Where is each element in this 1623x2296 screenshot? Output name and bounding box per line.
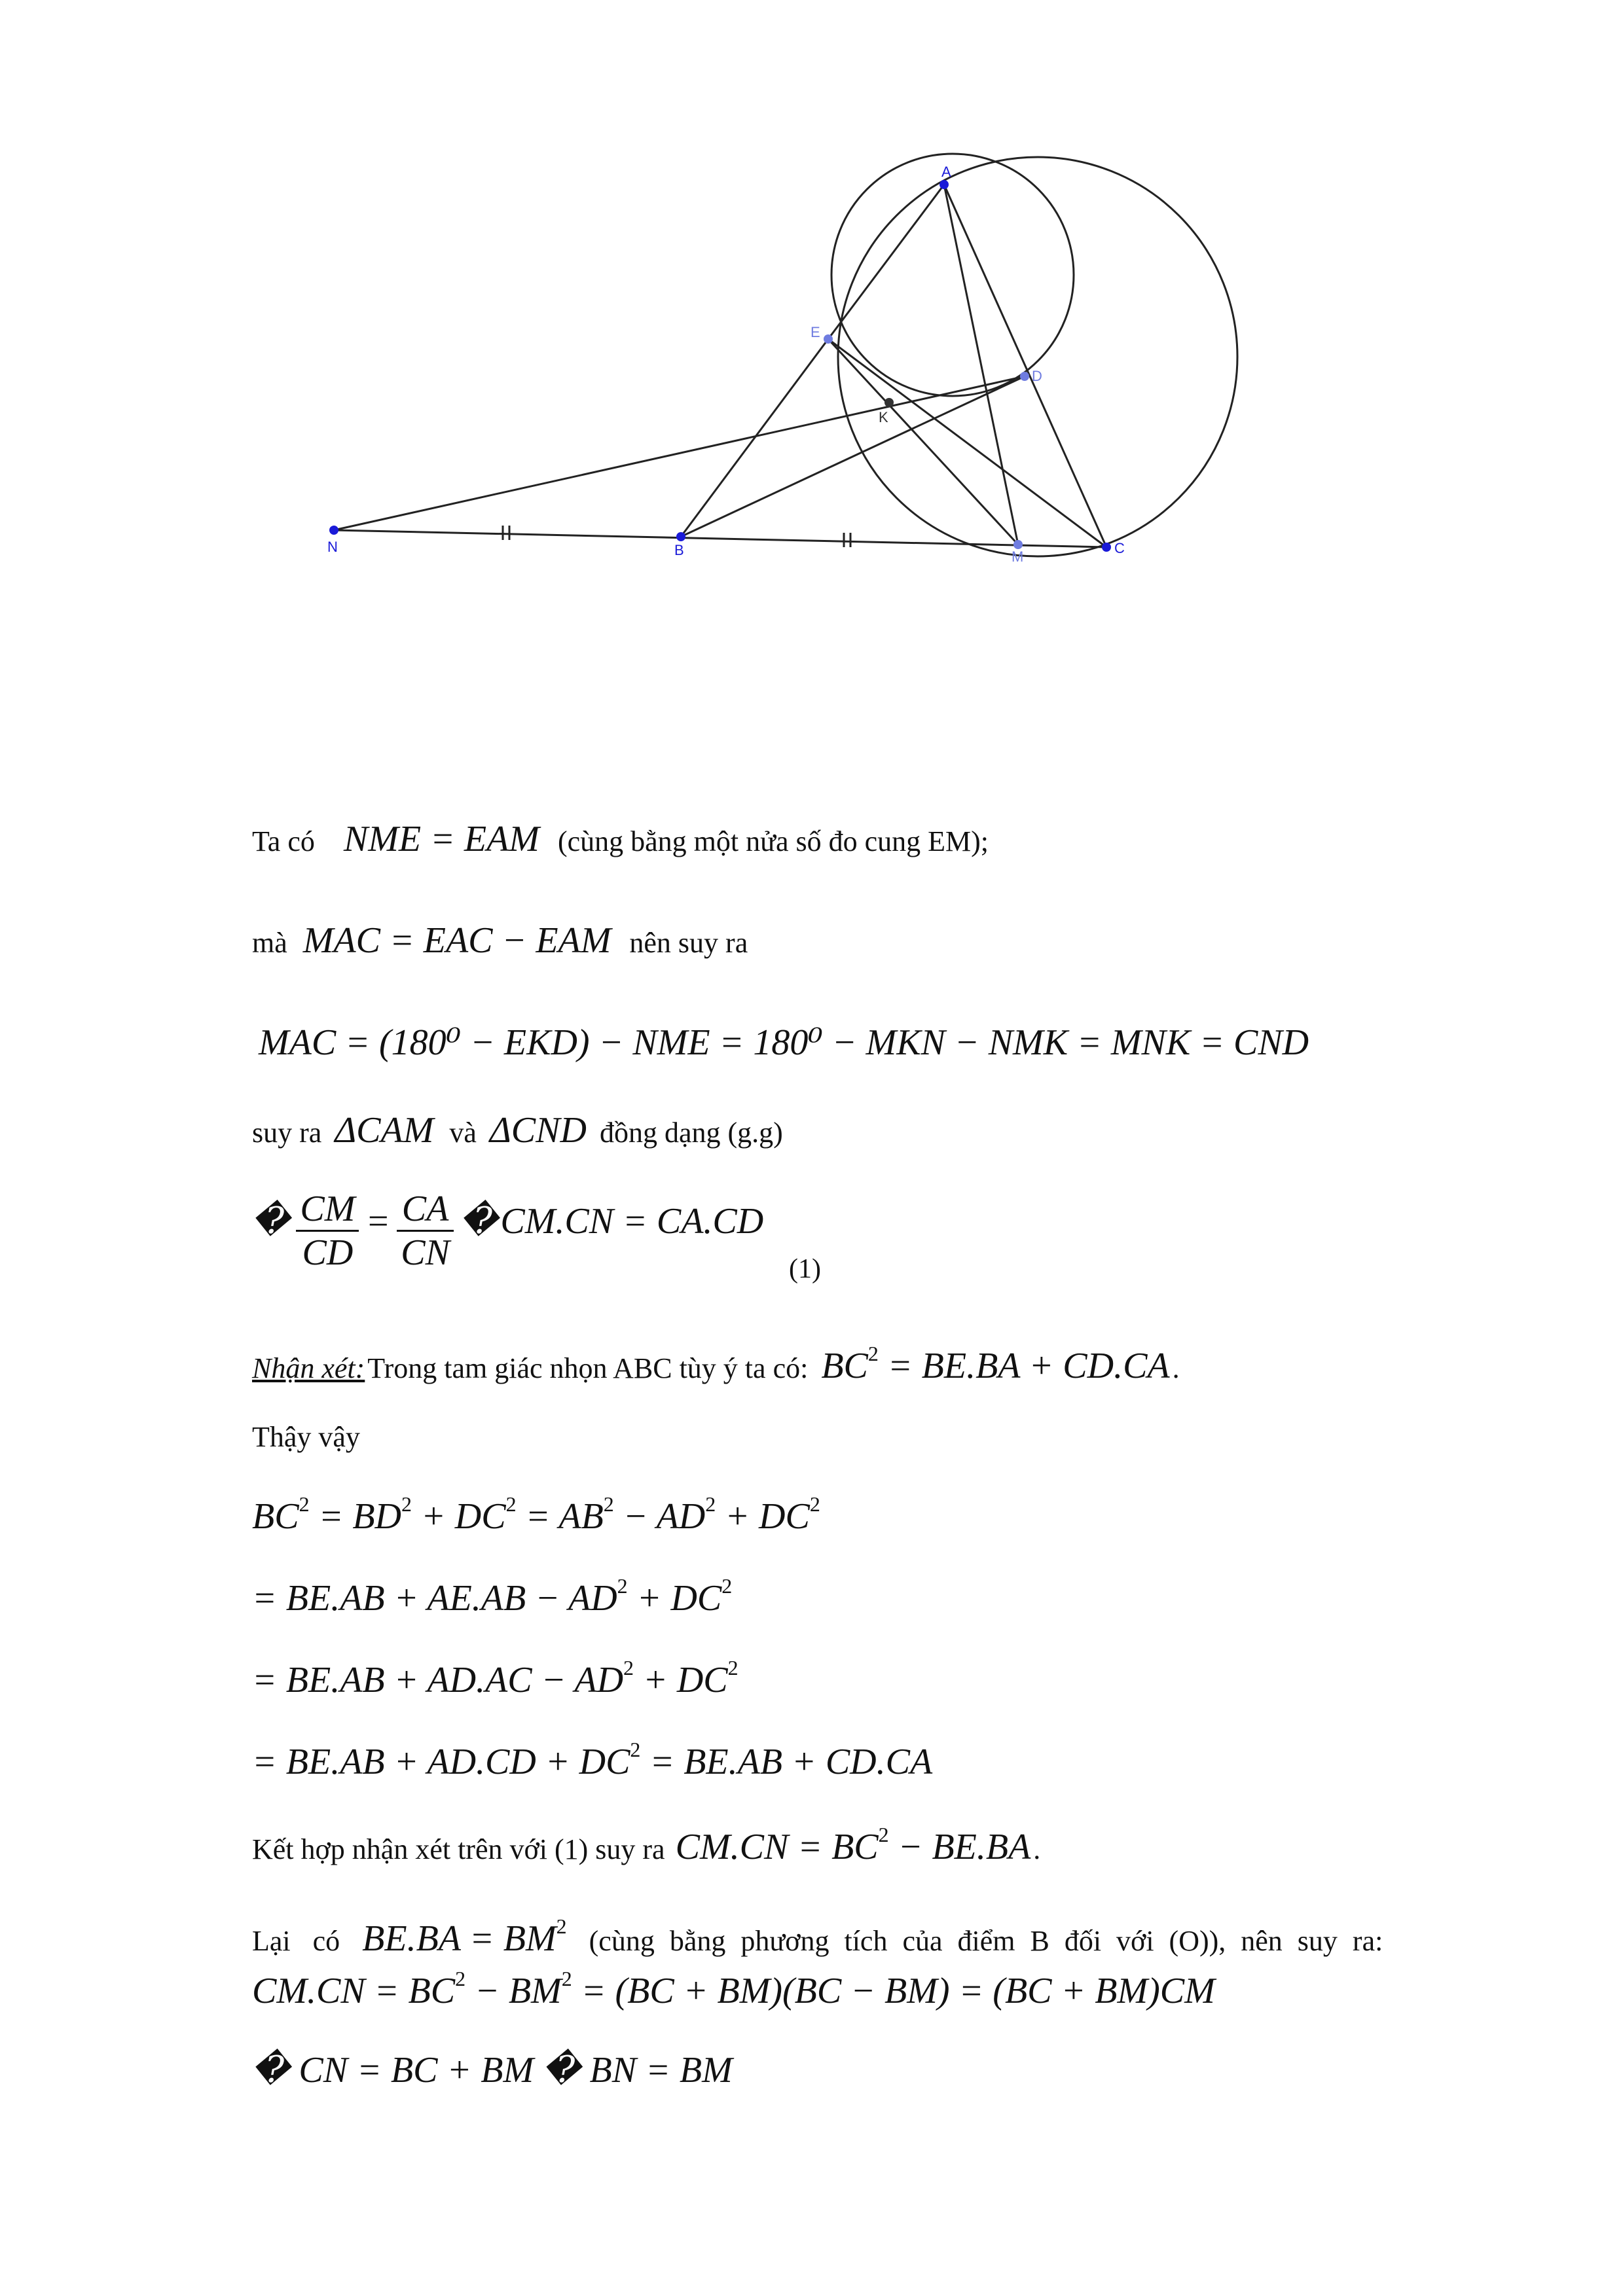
l14-a: CM.CN = BC: [252, 1971, 456, 2011]
l2-prefix: mà: [252, 927, 287, 959]
line-ac: [944, 185, 1106, 547]
l5-sym1: �: [252, 1201, 290, 1242]
line-4: [252, 1109, 783, 1151]
l14-c: = (BC + BM)(BC − BM) = (BC + BM)CM: [581, 1971, 1215, 2011]
l5-frac2: [397, 1188, 454, 1274]
sup: 2: [721, 1574, 733, 1598]
label-a: A: [941, 164, 951, 180]
l4-m2: ΔCND: [489, 1110, 587, 1151]
l6-math-sup: 2: [867, 1342, 879, 1365]
label-e: E: [811, 324, 820, 340]
l6-note: Nhận xét:: [252, 1352, 365, 1384]
geometry-figure: [0, 0, 1623, 753]
l4-suffix: đồng dạng (g.g): [599, 1117, 783, 1149]
l5-den1: CD: [302, 1232, 354, 1273]
l2-math: MAC = EAC − EAM: [302, 920, 611, 961]
sup: 2: [623, 1656, 634, 1679]
label-c: C: [1114, 540, 1125, 556]
l12-end: .: [1033, 1833, 1041, 1865]
line-14: [252, 1967, 1215, 2012]
sup: 2: [809, 1492, 820, 1516]
l15-a: CN = BC + BM: [299, 2050, 534, 2090]
l5-num1: CM: [296, 1188, 359, 1232]
sup: 2: [617, 1574, 628, 1598]
eq-number-1: (1): [789, 1254, 821, 1284]
sup: 2: [561, 1967, 572, 1990]
l6-end: .: [1172, 1352, 1180, 1384]
l14-b: − BM: [475, 1971, 562, 2011]
line-6: [252, 1342, 1180, 1387]
line-8: [252, 1492, 820, 1537]
point-n: [329, 526, 338, 535]
label-b: B: [674, 542, 684, 558]
l8-a: BC: [252, 1496, 299, 1537]
point-b: [676, 532, 685, 541]
l8-f: + DC: [725, 1496, 810, 1537]
l5-num2: CA: [397, 1188, 454, 1232]
l10-a: = BE.AB + AD.AC − AD: [252, 1660, 624, 1700]
l5-frac1: [296, 1188, 359, 1274]
line-9: [252, 1574, 732, 1619]
l15-sym2: �: [543, 2050, 581, 2090]
l15-b: BN = BM: [589, 2050, 733, 2090]
l13-a: Lại: [252, 1925, 291, 1957]
sup: 2: [455, 1967, 466, 1990]
l9-a: = BE.AB + AE.AB − AD: [252, 1578, 617, 1619]
l3-math: MAC = (180⁰ − EKD) − NME = 180⁰ − MKN − NMK = MNK = CND: [259, 1022, 1309, 1063]
l6-text: Trong tam giác nhọn ABC tùy ý ta có:: [367, 1352, 809, 1384]
l6-math-a: BC: [821, 1346, 868, 1386]
l4-prefix: suy ra: [252, 1117, 322, 1149]
line-12: [252, 1823, 1040, 1868]
sup: 2: [505, 1492, 517, 1516]
l13-m1: BE.BA = BM: [362, 1918, 556, 1959]
sup: 2: [603, 1492, 614, 1516]
sup: 2: [299, 1492, 310, 1516]
sup: 2: [556, 1914, 567, 1938]
line-5: [252, 1188, 763, 1274]
l2-suffix: nên suy ra: [629, 927, 748, 959]
point-m: [1013, 540, 1023, 549]
line-7: Thậy vậy: [252, 1421, 360, 1453]
sup: 2: [727, 1656, 739, 1679]
point-d: [1020, 372, 1029, 381]
l5-sym2: �: [460, 1201, 498, 1242]
line-11: [252, 1738, 932, 1783]
l10-b: + DC: [643, 1660, 728, 1700]
line-ea: [828, 185, 944, 339]
label-k: K: [879, 409, 888, 425]
line-be: [681, 339, 828, 537]
l12-text: Kết hợp nhận xét trên với (1) suy ra: [252, 1833, 665, 1865]
line-nc: [334, 530, 1106, 547]
point-k: [884, 398, 894, 407]
l8-b: = BD: [318, 1496, 401, 1537]
point-e: [824, 334, 833, 344]
sup: 2: [630, 1738, 641, 1761]
line-ec: [828, 339, 1106, 547]
l4-m1: ΔCAM: [335, 1110, 434, 1151]
label-n: N: [327, 539, 338, 555]
l11-a: = BE.AB + AD.CD + DC: [252, 1742, 630, 1782]
line-10: [252, 1656, 739, 1701]
l5-eq: =: [365, 1201, 391, 1242]
circle-aed: [831, 154, 1074, 396]
label-d: D: [1032, 368, 1042, 384]
l5-rest: CM.CN = CA.CD: [500, 1201, 764, 1242]
line-bd: [681, 376, 1025, 537]
line-am: [944, 185, 1018, 545]
l8-d: = AB: [525, 1496, 604, 1537]
l4-mid: và: [449, 1117, 477, 1149]
l5-den2: CN: [401, 1232, 450, 1273]
sup: 2: [705, 1492, 716, 1516]
l9-b: + DC: [636, 1578, 722, 1619]
sup: 2: [401, 1492, 412, 1516]
l13-text: (cùng bằng phương tích của điểm B đối với (O)), nên suy ra:: [589, 1925, 1383, 1957]
line-15: [252, 2049, 733, 2091]
l8-c: + DC: [421, 1496, 506, 1537]
line-2: [252, 920, 748, 961]
l1-suffix: (cùng bằng một nửa số đo cung EM);: [557, 825, 989, 857]
point-a: [939, 180, 949, 189]
l6-math-b: = BE.BA + CD.CA: [887, 1346, 1170, 1386]
l12-a: CM.CN = BC: [675, 1827, 879, 1867]
l13-b: có: [312, 1925, 340, 1957]
line-nd: [334, 376, 1025, 530]
l12-b: − BE.BA: [898, 1827, 1031, 1867]
l1-prefix: Ta có: [252, 825, 315, 857]
line-13: [252, 1914, 1383, 1960]
point-c: [1102, 543, 1111, 552]
label-m: M: [1012, 548, 1024, 565]
l15-sym1: �: [252, 2050, 290, 2090]
l8-e: − AD: [623, 1496, 706, 1537]
l1-math: NME = EAM: [343, 819, 539, 859]
line-1: [252, 818, 989, 860]
l11-b: = BE.AB + CD.CA: [649, 1742, 933, 1782]
sup: 2: [878, 1823, 889, 1846]
line-3: [259, 1021, 1309, 1064]
